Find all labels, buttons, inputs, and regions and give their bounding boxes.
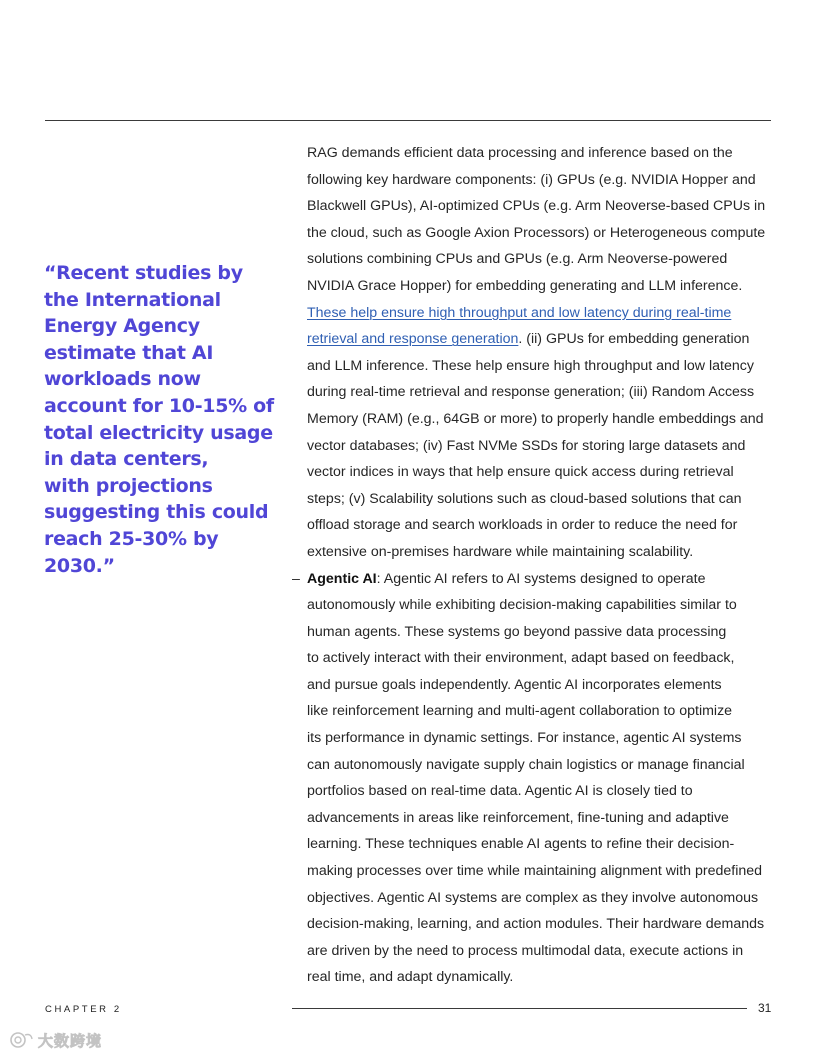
body-line: can autonomously navigate supply chain logistics or manage financial: [307, 756, 745, 773]
body-line: real time, and adapt dynamically.: [307, 969, 514, 986]
pull-quote-line: “Recent studies by: [44, 262, 243, 284]
body-line: [307, 326, 773, 353]
body-line: extensive on-premises hardware while maintaining scalability.: [307, 543, 694, 560]
pull-quote-line: in data centers,: [44, 448, 209, 471]
body-line: vector databases; (iv) Fast NVMe SSDs for storing large datasets and: [307, 437, 746, 454]
body-line: objectives. Agentic AI systems are complex as they involve autonomous: [307, 889, 759, 906]
body-line: during real-time retrieval and response generation; (iii) Random Access: [307, 384, 755, 401]
body-line: advancements in areas like reinforcement, fine-tuning and adaptive: [307, 809, 729, 826]
watermark: [8, 1029, 102, 1051]
rag-paragraph: [307, 140, 773, 566]
pull-quote-line: reach 25-30% by: [44, 527, 219, 550]
inline-link-part-2[interactable]: retrieval and response generation: [307, 331, 519, 348]
pull-quote-line: estimate that AI: [44, 341, 214, 364]
body-line: NVIDIA Grace Hopper) for embedding generating and LLM inference.: [307, 277, 743, 294]
body-line: offload storage and search workloads in order to reduce the need for: [307, 517, 738, 534]
bullet-term: Agentic AI: [307, 570, 377, 587]
chapter-label: CHAPTER 2: [45, 1004, 122, 1015]
pull-quote-line: account for 10-15% of: [44, 394, 274, 417]
body-line: [292, 566, 773, 593]
body-line: making processes over time while maintaining alignment with predefined: [307, 863, 763, 880]
body-line: autonomously while exhibiting decision-making capabilities similar to: [307, 597, 737, 614]
pull-quote-line: suggesting this could: [44, 501, 269, 524]
body-line: portfolios based on real-time data. Agentic AI is closely tied to: [307, 783, 693, 800]
pull-quote-line: workloads now: [44, 368, 201, 391]
body-line: Blackwell GPUs), AI-optimized CPUs (e.g. Arm Neoverse-based CPUs in: [307, 198, 766, 215]
pull-quote: [44, 260, 274, 579]
pull-quote-line: with projections: [44, 474, 213, 497]
body-line: learning. These techniques enable AI agents to refine their decision-: [307, 836, 735, 853]
page-number: 31: [758, 1001, 772, 1015]
body-line: are driven by the need to process multimodal data, execute actions in: [307, 942, 744, 959]
body-line: solutions combining CPUs and GPUs (e.g. Arm Neoverse-powered: [307, 251, 728, 268]
body-line: and LLM inference. These help ensure high throughput and low latency: [307, 357, 754, 374]
header-divider: [45, 120, 771, 121]
body-line: and pursue goals independently. Agentic AI incorporates elements: [307, 676, 722, 693]
body-line: decision-making, learning, and action modules. Their hardware demands: [307, 916, 765, 933]
body-line: RAG demands efficient data processing and inference based on the: [307, 145, 733, 161]
body-text-fragment: . (ii) GPUs for embedding generation: [518, 331, 750, 348]
body-text-fragment: : Agentic AI refers to AI systems designed to operate: [376, 570, 706, 587]
pull-quote-line: 2030.”: [44, 554, 115, 577]
body-line: Memory (RAM) (e.g., 64GB or more) to properly handle embeddings and: [307, 410, 764, 427]
camera-logo-icon: [8, 1030, 34, 1050]
agentic-ai-bullet: [292, 566, 773, 992]
body-line: the cloud, such as Google Axion Processors) or Heterogeneous compute: [307, 224, 766, 241]
inline-link-part-1[interactable]: These help ensure high throughput and low latency during real-time: [307, 304, 732, 321]
pull-quote-line: the International: [44, 288, 221, 311]
body-line: [307, 300, 773, 327]
body-line: human agents. These systems go beyond passive data processing: [307, 623, 727, 640]
body-line: like reinforcement learning and multi-agent collaboration to optimize: [307, 703, 733, 720]
bullet-dash-icon: –: [292, 570, 300, 587]
footer-divider: [292, 1008, 747, 1009]
body-line: vector indices in ways that help ensure quick access during retrieval: [307, 464, 734, 481]
pull-quote-line: total electricity usage: [44, 421, 273, 444]
body-line: following key hardware components: (i) GPUs (e.g. NVIDIA Hopper and: [307, 171, 756, 188]
body-line: to actively interact with their environment, adapt based on feedback,: [307, 650, 735, 667]
body-line: steps; (v) Scalability solutions such as cloud-based solutions that can: [307, 490, 742, 507]
pull-quote-line: Energy Agency: [44, 315, 200, 338]
body-text-column: [292, 140, 773, 991]
watermark-text: 大数跨境: [38, 1031, 103, 1050]
body-line: its performance in dynamic settings. For instance, agentic AI systems: [307, 730, 742, 747]
